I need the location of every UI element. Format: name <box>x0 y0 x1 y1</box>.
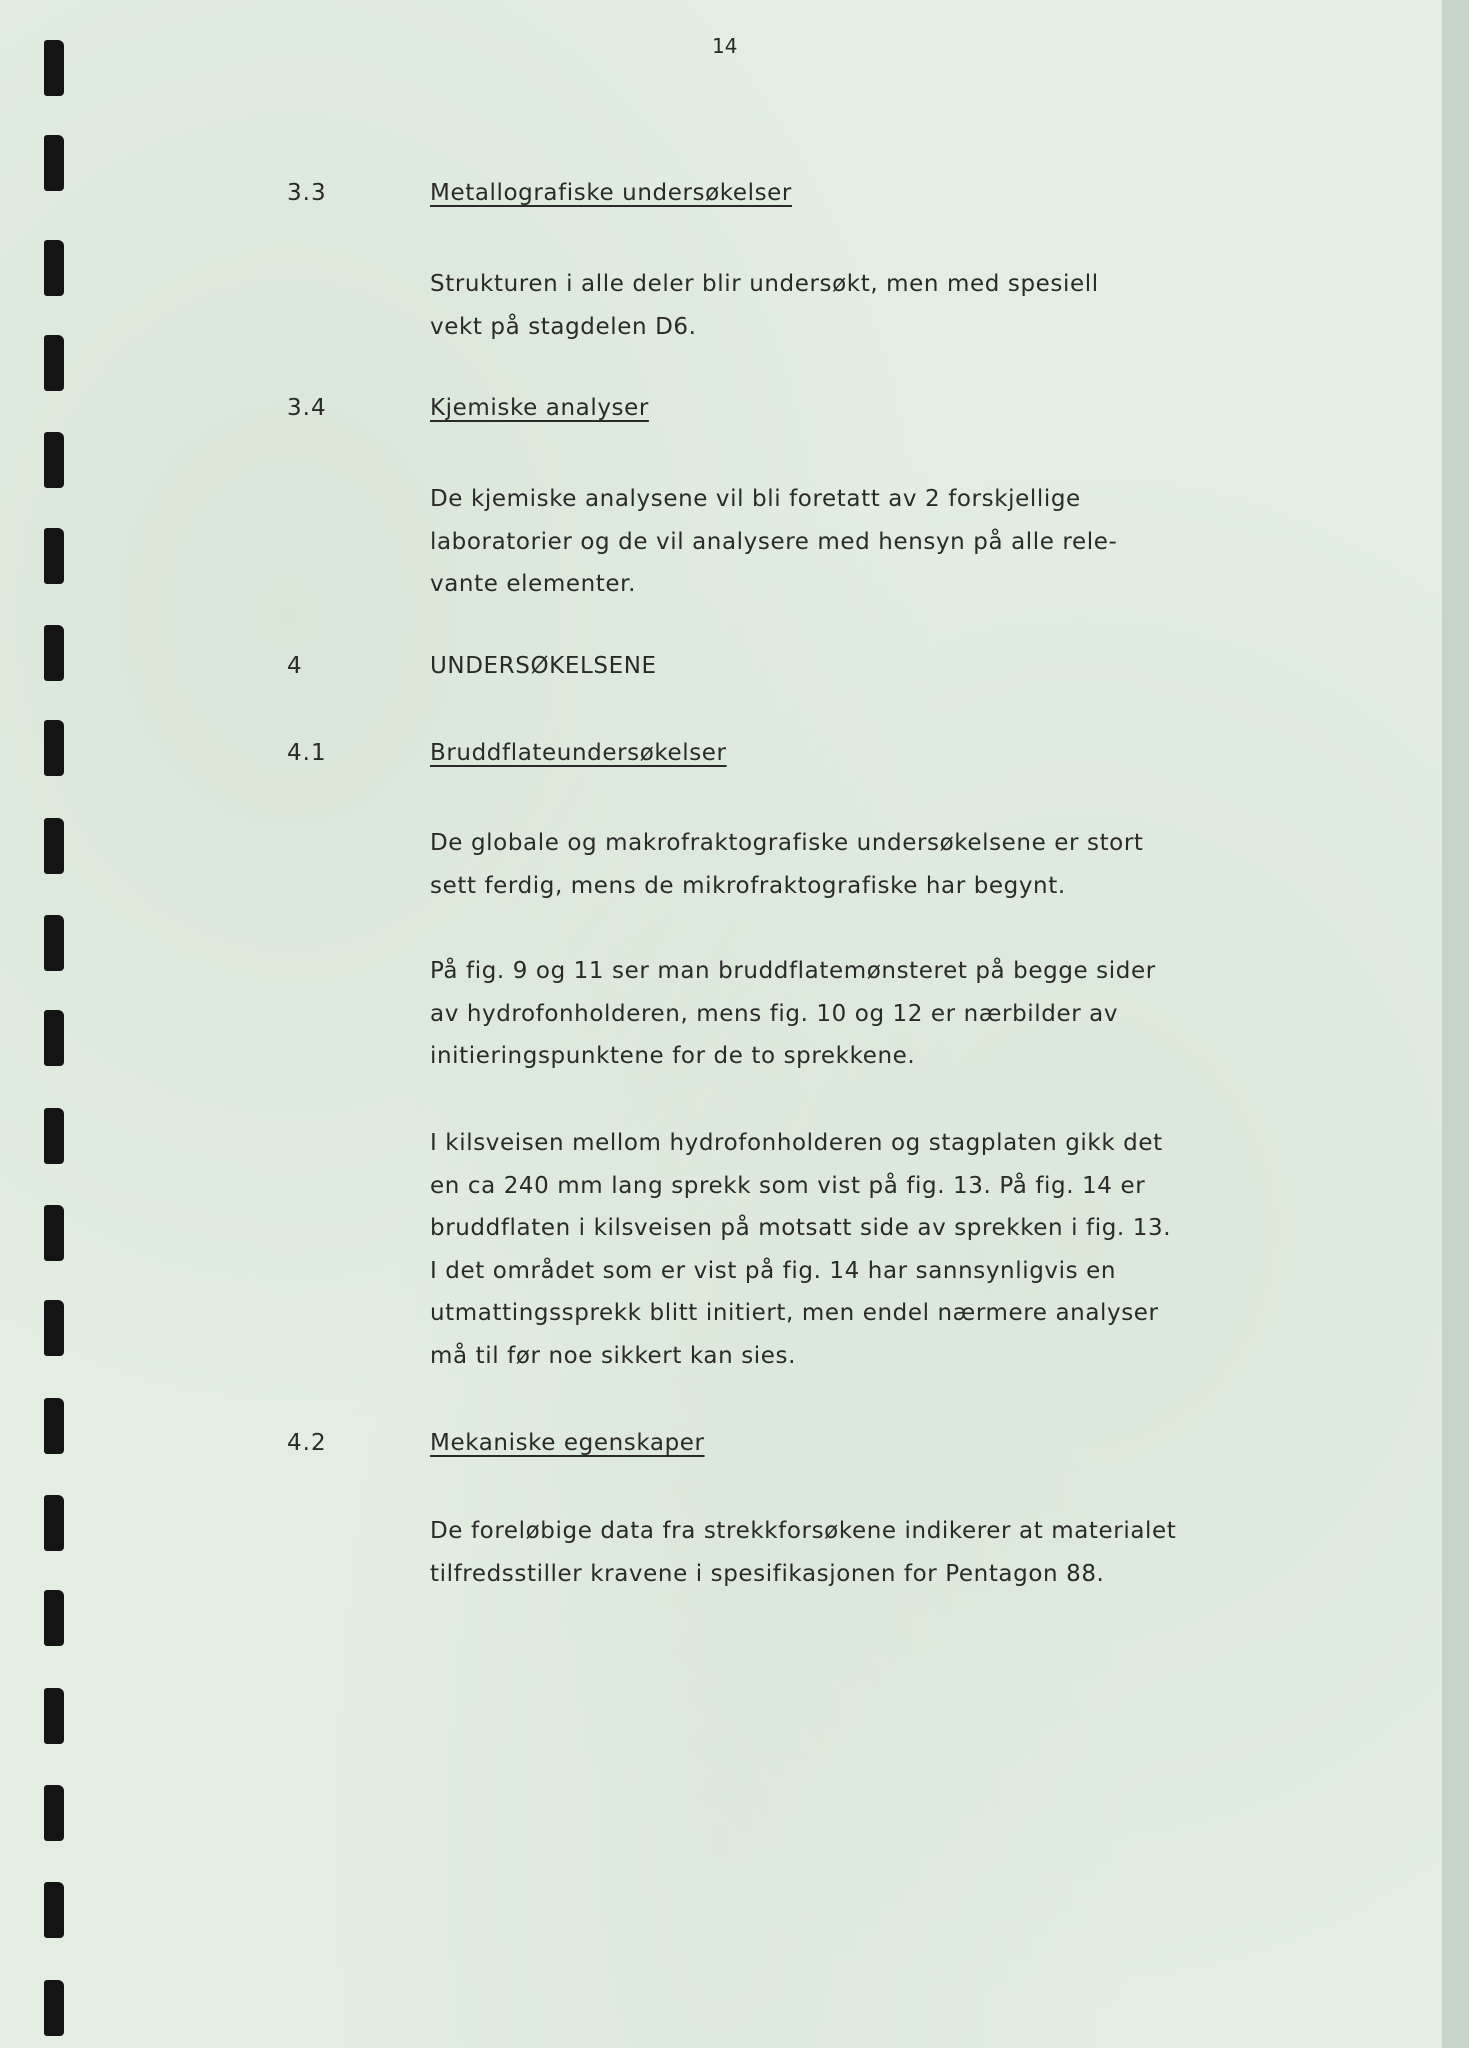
text-line: De globale og makrofraktografiske undersøkelsene er stort <box>430 830 1144 856</box>
text-line: av hydrofonholderen, mens fig. 10 og 12 er nærbilder av <box>430 1000 1119 1027</box>
page-number: 14 <box>712 34 738 58</box>
paragraph <box>430 822 1330 907</box>
text-line: en ca 240 mm lang sprekk som vist på fig. 13. På fig. 14 er <box>430 1172 1146 1199</box>
text-line: vekt på stagdelen D6. <box>430 313 697 340</box>
page-edge <box>1442 0 1469 2048</box>
text-line: utmattingssprekk blitt initiert, men endel nærmere analyser <box>430 1300 1159 1326</box>
binder-hole-mark <box>44 40 64 96</box>
text-line: På fig. 9 og 11 ser man bruddflatemønsteret på begge sider <box>430 958 1156 984</box>
binder-hole-mark <box>44 1590 64 1646</box>
binder-hole-mark <box>44 1882 64 1938</box>
section-heading: Bruddflateundersøkelser <box>430 740 727 766</box>
section-number: 3.4 <box>287 395 327 421</box>
binder-hole-mark <box>44 528 64 584</box>
text-line: laboratorier og de vil analysere med hensyn på alle rele- <box>430 528 1118 555</box>
binder-hole-mark <box>44 818 64 874</box>
text-line: I kilsveisen mellom hydrofonholderen og stagplaten gikk det <box>430 1130 1163 1156</box>
binder-holes <box>44 40 68 2040</box>
binder-hole-mark <box>44 1688 64 1744</box>
section-heading: UNDERSØKELSENE <box>430 653 657 679</box>
binder-hole-mark <box>44 1785 64 1841</box>
section-heading: Mekaniske egenskaper <box>430 1430 705 1456</box>
paragraph <box>430 478 1330 606</box>
binder-hole-mark <box>44 1010 64 1066</box>
paragraph <box>430 1122 1330 1377</box>
binder-hole-mark <box>44 335 64 391</box>
binder-hole-mark <box>44 1108 64 1164</box>
text-line: vante elementer. <box>430 571 637 597</box>
binder-hole-mark <box>44 1398 64 1454</box>
section-heading: Metallografiske undersøkelser <box>430 180 792 206</box>
binder-hole-mark <box>44 432 64 488</box>
text-line: Strukturen i alle deler blir undersøkt, men med spesiell <box>430 271 1099 297</box>
text-line: De foreløbige data fra strekkforsøkene indikerer at materialet <box>430 1518 1177 1544</box>
paragraph <box>430 950 1330 1078</box>
binder-hole-mark <box>44 720 64 776</box>
binder-hole-mark <box>44 625 64 681</box>
binder-hole-mark <box>44 135 64 191</box>
text-line: I det området som er vist på fig. 14 har sannsynligvis en <box>430 1257 1117 1284</box>
binder-hole-mark <box>44 1495 64 1551</box>
section-number: 4.1 <box>287 740 327 766</box>
text-line: må til før noe sikkert kan sies. <box>430 1342 797 1369</box>
section-heading: Kjemiske analyser <box>430 395 649 421</box>
binder-hole-mark <box>44 915 64 971</box>
binder-hole-mark <box>44 240 64 296</box>
binder-hole-mark <box>44 1300 64 1356</box>
binder-hole-mark <box>44 1980 64 2036</box>
text-line: De kjemiske analysene vil bli foretatt av 2 forskjellige <box>430 486 1081 512</box>
text-line: sett ferdig, mens de mikrofraktografiske har begynt. <box>430 872 1066 899</box>
paragraph <box>430 263 1330 348</box>
section-number: 4.2 <box>287 1430 327 1456</box>
section-number: 3.3 <box>287 180 327 206</box>
text-line: initieringspunktene for de to sprekkene. <box>430 1043 916 1069</box>
text-line: bruddflaten i kilsveisen på motsatt side av sprekken i fig. 13. <box>430 1215 1172 1241</box>
paragraph <box>430 1510 1330 1595</box>
section-number: 4 <box>287 653 303 679</box>
binder-hole-mark <box>44 1205 64 1261</box>
text-line: tilfredsstiller kravene i spesifikasjonen for Pentagon 88. <box>430 1560 1105 1587</box>
